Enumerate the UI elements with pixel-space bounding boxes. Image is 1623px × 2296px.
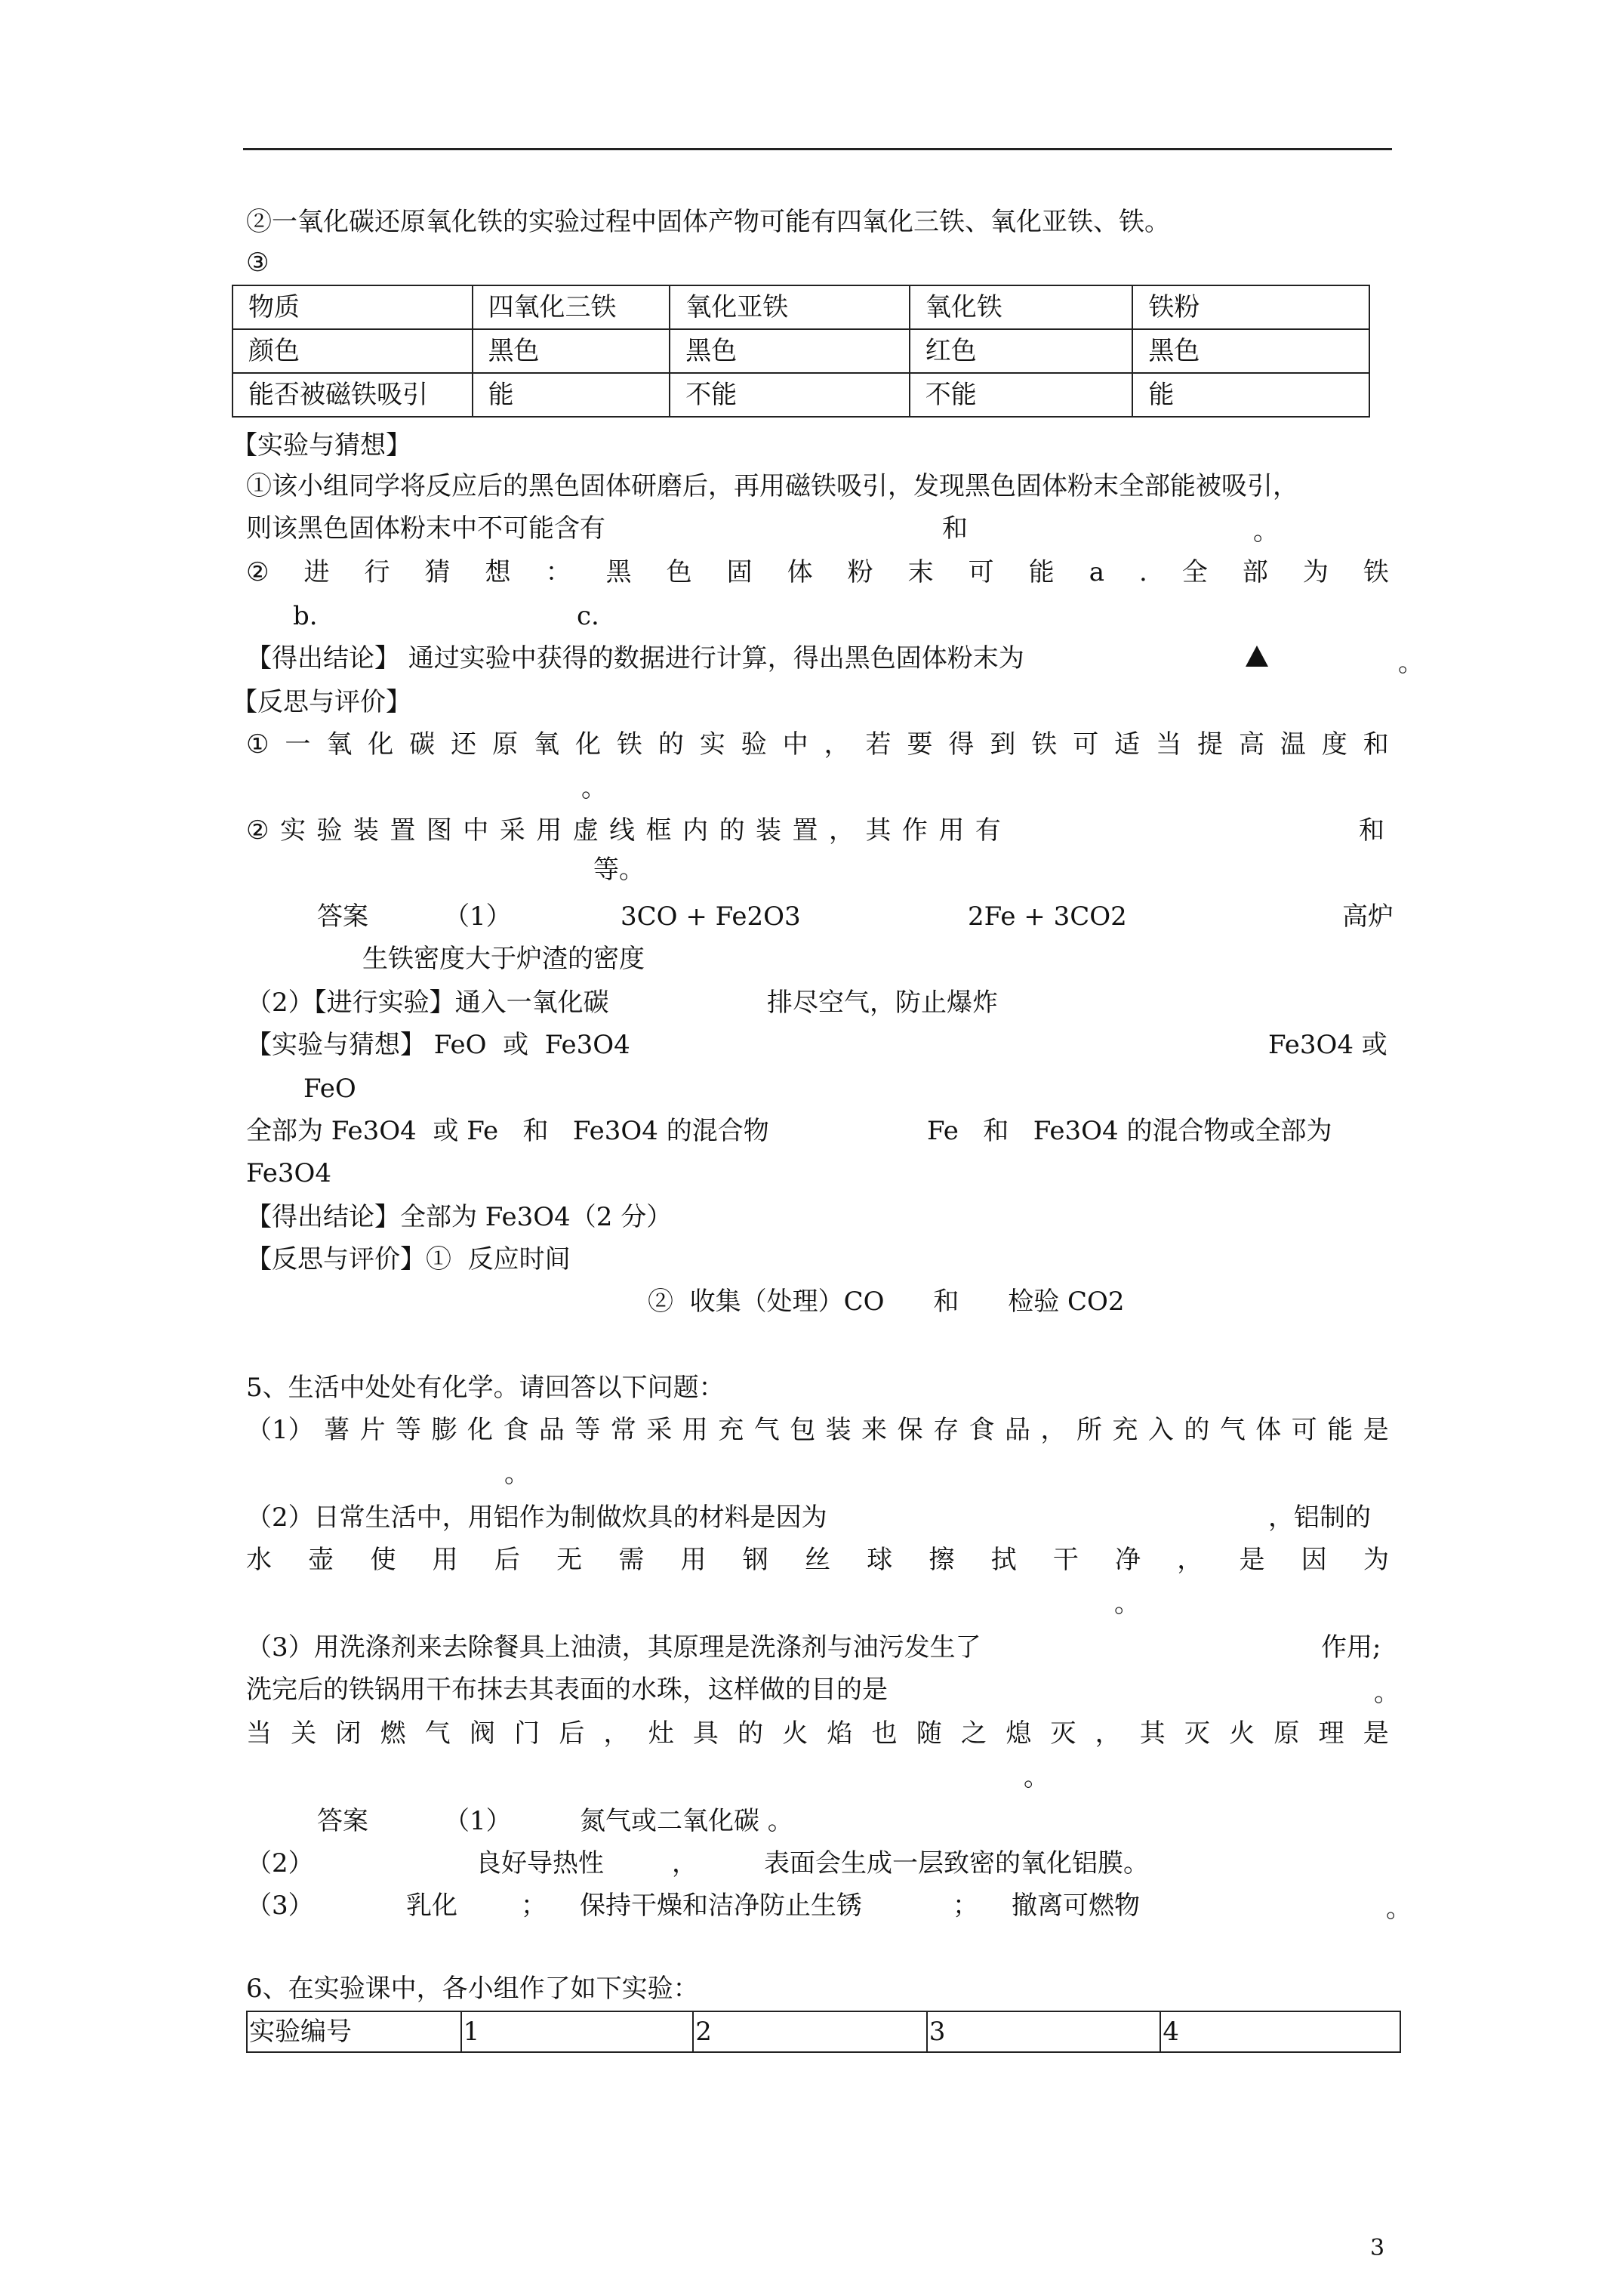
q5-s3-char: 焰 [827, 1718, 853, 1749]
reflect1-char: 铁 [616, 729, 642, 760]
answer4-density: 生铁密度大于炉渣的密度 [362, 944, 645, 974]
q5-s3-char: 门 [514, 1718, 540, 1749]
q5-s2-char: 水 [246, 1545, 272, 1575]
q5-s1-char: 品 [538, 1415, 565, 1445]
answer5-p1: （1） [444, 1806, 512, 1836]
guess-char: a [1089, 557, 1104, 587]
reflect1-char: 原 [492, 729, 519, 760]
answer4-guess-b: Fe 和 Fe3O4 的混合物或全部为 [927, 1116, 1332, 1146]
q5-s1-char: 能 [1327, 1415, 1354, 1445]
header-rule [243, 148, 1392, 150]
answer5-a3b: 保持干燥和洁净防止生锈 [580, 1891, 862, 1921]
table-cell: 4 [1160, 2011, 1400, 2052]
q5-s1-char: 食 [969, 1415, 995, 1445]
guess-char: 能 [1028, 557, 1055, 587]
reflect2-char: 置 [390, 815, 416, 846]
answer5-a3c: 撤离可燃物 [1012, 1891, 1140, 1921]
q5-s2-char: 为 [1363, 1545, 1389, 1575]
intro-line-2: ②一氧化碳还原氧化铁的实验过程中固体产物可能有四氧化三铁、氧化亚铁、铁。 [246, 207, 1170, 237]
reflect2-char: 用 [536, 815, 562, 846]
table-cell: 不能 [670, 373, 910, 417]
reflect2-char: 虚 [572, 815, 599, 846]
answer5-a2b: 表面会生成一层致密的氧化铝膜。 [764, 1848, 1149, 1878]
table-row [233, 329, 1369, 373]
q5-s3-char: 后 [559, 1718, 585, 1749]
reflect2-line [246, 814, 1001, 847]
reflect1-char: 还 [451, 729, 477, 760]
guess-char: 想 [485, 557, 511, 587]
table-cell: 颜色 [233, 329, 473, 373]
q5-s2-char: 擦 [929, 1545, 955, 1575]
table-cell: 能 [473, 373, 670, 417]
table-cell: 四氧化三铁 [473, 285, 670, 329]
q5-s3-char: 是 [1363, 1718, 1389, 1749]
q5-s1-char: 保 [897, 1415, 923, 1445]
q5-s2-char: 使 [370, 1545, 396, 1575]
property-table [232, 285, 1370, 418]
q5-s1-char: ， [1040, 1415, 1067, 1445]
q5-s2-char: 需 [618, 1545, 645, 1575]
reflect2-char: 线 [609, 815, 636, 846]
table-cell: 铁粉 [1132, 285, 1369, 329]
answer5-p2: （2） [246, 1848, 314, 1878]
table-cell: 2 [693, 2011, 927, 2052]
q5-s1-char: 的 [1184, 1415, 1210, 1445]
reflect1-char: 铁 [1031, 729, 1058, 760]
reflect2-char: 其 [865, 815, 892, 846]
guess-char: 进 [303, 557, 330, 587]
q5-s1-char: 化 [467, 1415, 493, 1445]
answer4-guess-a: 全部为 Fe3O4 或 Fe 和 Fe3O4 的混合物 [246, 1116, 769, 1146]
table-cell: 实验编号 [247, 2011, 461, 2052]
reflect1-char: 和 [1363, 729, 1389, 760]
answer5-a1: 氮气或二氧化碳 。 [580, 1806, 793, 1836]
answer4-label: 答案 [317, 901, 368, 932]
q5-s3-char: 也 [871, 1718, 898, 1749]
q5-s1-char: 等 [574, 1415, 601, 1445]
q5-s3-char: 燃 [380, 1718, 406, 1749]
reflect2-char: 实 [279, 815, 306, 846]
reflect2-char: 验 [316, 815, 343, 846]
reflect2-char: 装 [756, 815, 782, 846]
reflect2-char: 装 [353, 815, 379, 846]
q5-s3-line-2-end: 。 [1374, 1678, 1400, 1708]
reflect1-char: 可 [1073, 729, 1099, 760]
reflect1-char: 提 [1197, 729, 1224, 760]
answer4-exp-a: 【实验与猜想】 FeO 或 Fe3O4 [246, 1030, 630, 1060]
guess-char: 色 [666, 557, 692, 587]
q5-s3-char: 火 [1229, 1718, 1255, 1749]
q5-s1-char: 常 [610, 1415, 636, 1445]
guess-char: 末 [907, 557, 934, 587]
q5-s2-char: 拭 [990, 1545, 1017, 1575]
q5-s3-char: 当 [246, 1718, 272, 1749]
reflect1-line [246, 728, 1389, 761]
table-cell: 物质 [233, 285, 473, 329]
reflect2-char: 置 [792, 815, 818, 846]
q5-s1-char: 充 [1112, 1415, 1138, 1445]
exp-heading: 【实验与猜想】 [232, 430, 411, 461]
guess-char: . [1139, 557, 1147, 587]
exp1-line-2a: 则该黑色固体粉末中不可能含有 [246, 513, 605, 544]
q5-s3-b: 作用; [1321, 1632, 1381, 1663]
q5-s2-line-2 [246, 1543, 1389, 1576]
table-cell: 1 [461, 2011, 694, 2052]
q5-s3-char: 灭 [1050, 1718, 1076, 1749]
q5-s2-char: 后 [494, 1545, 520, 1575]
q5-s3-char: 阀 [469, 1718, 495, 1749]
answer4-furnace: 高炉 [1342, 901, 1394, 932]
reflect-heading: 【反思与评价】 [232, 687, 411, 717]
q5-s3-line-3 [246, 1717, 1389, 1750]
q5-s1-char: 气 [753, 1415, 780, 1445]
exp1-line-2b: 和 [942, 513, 968, 544]
guess-char: ： [545, 557, 571, 587]
reflect1-char: 验 [741, 729, 767, 760]
reflect2-char: 作 [901, 815, 928, 846]
reflect1-char: 一 [285, 729, 311, 760]
answer5-label: 答案 [317, 1806, 368, 1836]
q5-s3-line-2: 洗完后的铁锅用干布抹去其表面的水珠，这样做的目的是 [246, 1675, 888, 1705]
q5-s3-char: ， [1095, 1718, 1121, 1749]
q5-s1-char: 装 [825, 1415, 852, 1445]
table-cell: 能否被磁铁吸引 [233, 373, 473, 417]
experiment-table [246, 2011, 1401, 2053]
guess-char: 部 [1242, 557, 1268, 587]
q5-s3-char: 原 [1273, 1718, 1300, 1749]
q5-s1-line [246, 1413, 1389, 1447]
q5-s3-char: 灶 [648, 1718, 674, 1749]
q5-s3-char: 气 [424, 1718, 451, 1749]
reflect1-char: 氧 [326, 729, 353, 760]
table-cell: 黑色 [670, 329, 910, 373]
reflect1-char: 中 [782, 729, 808, 760]
table-cell: 红色 [910, 329, 1133, 373]
q5-s2-char: 因 [1301, 1545, 1327, 1575]
table-row [247, 2011, 1400, 2052]
reflect1-char: 高 [1238, 729, 1264, 760]
q5-s2-char: 无 [556, 1545, 583, 1575]
q5-s1-char: 采 [646, 1415, 673, 1445]
q5-s2-char: 是 [1239, 1545, 1265, 1575]
answer4-reflect-b: ② 收集（处理）CO 和 检验 CO2 [648, 1287, 1125, 1317]
guess-char: 行 [364, 557, 390, 587]
q5-s2-char: 净 [1115, 1545, 1141, 1575]
q5-s2-char: 壶 [308, 1545, 334, 1575]
q5-s2-b: ，铝制的 [1268, 1502, 1371, 1533]
reflect2-char: 中 [463, 815, 489, 846]
guess-char: 全 [1181, 557, 1208, 587]
q5-s3-char: 闭 [335, 1718, 362, 1749]
q5-s1-char: 气 [1219, 1415, 1246, 1445]
reflect1-char: 实 [699, 729, 725, 760]
answer4-p2b: 排尽空气，防止爆炸 [767, 988, 998, 1018]
guess-b: b. [293, 601, 318, 631]
answer5-semi-1: ； [521, 1891, 547, 1921]
q5-s2-char: 用 [680, 1545, 707, 1575]
answer4-p1: （1） [444, 901, 512, 932]
q5-s3-char: ， [603, 1718, 630, 1749]
table-cell: 黑色 [1132, 329, 1369, 373]
q5-s2-char: ， [1177, 1545, 1203, 1575]
guess-c: c. [577, 601, 599, 631]
guess-char: 猜 [424, 557, 451, 587]
q5-title: 5、生活中处处有化学。请回答以下问题： [246, 1373, 725, 1403]
q5-s2-char: 球 [867, 1545, 893, 1575]
q5-s3-char: 灭 [1184, 1718, 1210, 1749]
q5-s1-char: 入 [1147, 1415, 1174, 1445]
table-cell: 氧化亚铁 [670, 285, 910, 329]
guess-char: 粉 [847, 557, 873, 587]
reflect1-char: 当 [1156, 729, 1182, 760]
answer4-p2a: （2）【进行实验】通入一氧化碳 [246, 988, 609, 1018]
answer5-p3: （3） [246, 1891, 314, 1921]
reflect1-char: 化 [368, 729, 394, 760]
answer4-reflect-a: 【反思与评价】① 反应时间 [246, 1244, 571, 1274]
reflect2-char: 有 [975, 815, 1001, 846]
q5-s3-char: 具 [692, 1718, 719, 1749]
table-row [233, 285, 1369, 329]
q5-s1-char: 是 [1363, 1415, 1389, 1445]
reflect1-char: 氧 [534, 729, 560, 760]
reflect2-char: 的 [719, 815, 745, 846]
guess-line [246, 556, 1389, 589]
answer5-a2a: 良好导热性 [476, 1848, 604, 1878]
q5-s1-char: 等 [396, 1415, 422, 1445]
reflect2-char: 采 [499, 815, 525, 846]
q5-s3-char: 熄 [1006, 1718, 1032, 1749]
table-cell: 黑色 [473, 329, 670, 373]
q5-s1-char: 来 [861, 1415, 888, 1445]
q5-s3-char: 火 [782, 1718, 808, 1749]
q5-s2-char: 丝 [804, 1545, 830, 1575]
conclusion-line: 【得出结论】 通过实验中获得的数据进行计算，得出黑色固体粉末为 [246, 643, 1024, 673]
q5-s1-char: 食 [503, 1415, 529, 1445]
q5-s1-char: 膨 [431, 1415, 457, 1445]
triangle-marker [1246, 646, 1268, 667]
q5-s1-char: 品 [1005, 1415, 1031, 1445]
q5-s3-char: 的 [738, 1718, 764, 1749]
reflect1-char: 度 [1321, 729, 1347, 760]
answer4-eq-right: 2Fe + 3CO2 [968, 901, 1127, 932]
exp1-line-2c: 。 [1253, 516, 1279, 547]
guess-char: 黑 [605, 557, 632, 587]
q5-s1-end: 。 [504, 1459, 530, 1489]
q5-s1-char: 体 [1255, 1415, 1282, 1445]
q5-s3-char: 之 [961, 1718, 987, 1749]
q5-s1-char: 存 [933, 1415, 959, 1445]
q5-s2-char: 干 [1052, 1545, 1079, 1575]
answer4-guess-c: Fe3O4 [246, 1158, 331, 1188]
reflect2-and: 和 [1359, 815, 1384, 846]
reflect1-end: 。 [581, 773, 607, 803]
answer5-semi-2: ； [953, 1891, 978, 1921]
q5-s1-char: 可 [1291, 1415, 1317, 1445]
answer4-conclusion: 【得出结论】全部为 Fe3O4（2 分） [246, 1202, 673, 1232]
q6-title: 6、在实验课中，各小组作了如下实验： [246, 1974, 699, 2004]
page-number: 3 [1370, 2235, 1385, 2261]
q5-s2-end: 。 [1114, 1589, 1140, 1619]
answer4-exp-c: FeO [303, 1074, 356, 1104]
reflect1-char: 得 [948, 729, 975, 760]
q5-s3-a: （3）用洗涤剂来去除餐具上油渍，其原理是洗涤剂与油污发生了 [246, 1632, 981, 1663]
reflect1-char: 碳 [409, 729, 436, 760]
q5-s3-char: 其 [1139, 1718, 1166, 1749]
answer4-eq-left: 3CO + Fe2O3 [621, 901, 801, 932]
table-cell: 3 [927, 2011, 1161, 2052]
reflect1-char: ① [246, 729, 269, 760]
answer5-a3-end: 。 [1386, 1894, 1412, 1924]
reflect2-char: 框 [645, 815, 672, 846]
reflect1-char: ， [824, 729, 850, 760]
q5-s1-char: （1） [246, 1415, 314, 1445]
q5-s3-char: 理 [1318, 1718, 1344, 1749]
reflect2-char: ， [828, 815, 855, 846]
guess-char: 体 [787, 557, 813, 587]
q5-s3-char: 随 [916, 1718, 942, 1749]
reflect1-char: 要 [907, 729, 933, 760]
exp1-line-1: ①该小组同学将反应后的黑色固体研磨后，再用磁铁吸引，发现黑色固体粉末全部能被吸引， [246, 471, 1298, 501]
reflect1-char: 化 [574, 729, 601, 760]
table-row [233, 373, 1369, 417]
answer5-comma: ， [672, 1848, 698, 1878]
q5-s3-end: 。 [1024, 1762, 1049, 1792]
reflect2-char: 内 [682, 815, 709, 846]
reflect1-char: 若 [865, 729, 892, 760]
q5-s1-char: 用 [682, 1415, 708, 1445]
guess-char: 可 [968, 557, 994, 587]
q5-s2-a: （2）日常生活中，用铝作为制做炊具的材料是因为 [246, 1502, 827, 1533]
guess-char: 为 [1302, 557, 1329, 587]
table-cell: 能 [1132, 373, 1369, 417]
table-cell: 不能 [910, 373, 1133, 417]
answer5-a3a: 乳化 [406, 1891, 457, 1921]
reflect2-char: ② [246, 815, 269, 846]
guess-char: 铁 [1363, 557, 1389, 587]
table-cell: 氧化铁 [910, 285, 1133, 329]
q5-s2-char: 用 [432, 1545, 458, 1575]
q5-s1-char: 所 [1076, 1415, 1102, 1445]
q5-s1-char: 充 [718, 1415, 744, 1445]
q5-s2-char: 钢 [742, 1545, 768, 1575]
answer4-exp-b: Fe3O4 或 [1268, 1030, 1387, 1060]
q5-s1-char: 包 [790, 1415, 816, 1445]
reflect1-char: 到 [990, 729, 1016, 760]
reflect2-end: 等。 [593, 855, 645, 885]
guess-char: ② [246, 557, 269, 587]
reflect1-char: 的 [658, 729, 684, 760]
reflect2-char: 用 [938, 815, 965, 846]
reflect1-char: 温 [1280, 729, 1306, 760]
conclusion-end: 。 [1398, 648, 1424, 678]
reflect1-char: 适 [1114, 729, 1141, 760]
guess-char: 固 [726, 557, 753, 587]
q5-s3-char: 关 [291, 1718, 317, 1749]
intro-line-3-marker: ③ [246, 248, 269, 278]
reflect2-char: 图 [426, 815, 452, 846]
q5-s1-char: 薯 [324, 1415, 350, 1445]
q5-s1-char: 片 [359, 1415, 386, 1445]
